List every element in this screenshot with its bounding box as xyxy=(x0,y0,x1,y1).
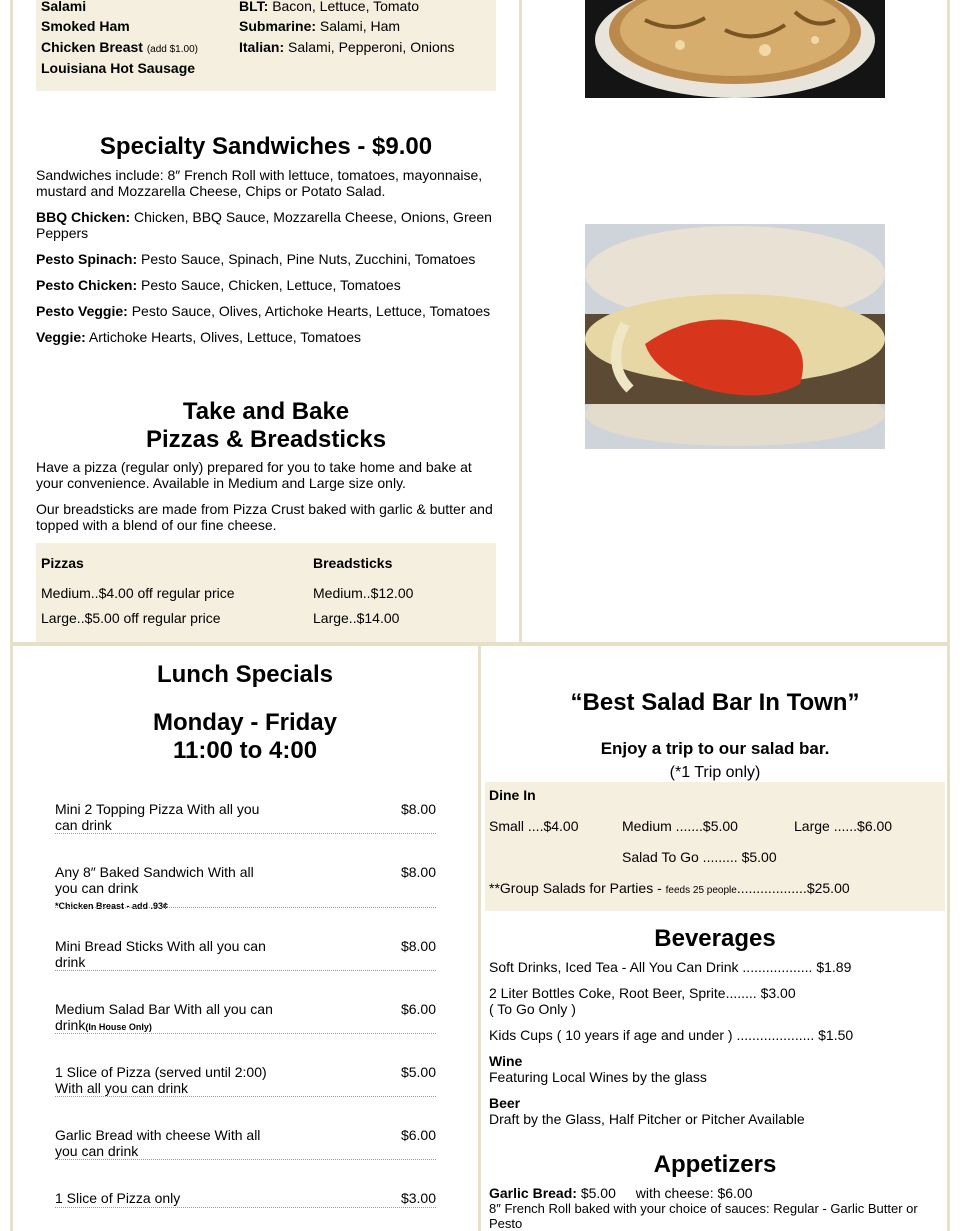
salad-subtitle: Enjoy a trip to our salad bar. xyxy=(600,739,830,758)
sandwich-submarine: Submarine: Salami, Ham xyxy=(239,18,401,34)
meats-box xyxy=(36,0,496,91)
salad-title: “Best Salad Bar In Town” xyxy=(570,689,860,716)
breadsticks-large: Large..$14.00 xyxy=(313,610,400,626)
sandwich-italian: Italian: Salami, Pepperoni, Onions xyxy=(239,39,455,55)
chicken-note: (add $1.00) xyxy=(146,44,198,55)
specialty-pesto-veggie: Pesto Veggie: Pesto Sauce, Olives, Artichoke Hearts, Lettuce, Tomatoes xyxy=(36,303,491,319)
column-divider-top xyxy=(519,0,522,643)
lunch-item: Medium Salad Bar With all you can drink(In House Only) $6.00 xyxy=(55,1001,436,1033)
bev-wine-title: Wine xyxy=(489,1053,523,1069)
appetizer-garlic-bread: Garlic Bread: $5.00 with cheese: $6.00 xyxy=(489,1185,753,1201)
salad-price-box xyxy=(485,782,945,911)
pizza-large: Large..$5.00 off regular price xyxy=(41,610,221,626)
sandwich-blt: BLT: Bacon, Lettuce, Tomato xyxy=(239,0,420,14)
salad-large: Large ......$6.00 xyxy=(794,818,893,834)
bev-beer-title: Beer xyxy=(489,1095,521,1111)
specialty-pesto-spinach: Pesto Spinach: Pesto Sauce, Spinach, Pine Nuts, Zucchini, Tomatoes xyxy=(36,251,476,267)
specialty-title: Specialty Sandwiches - $9.00 xyxy=(99,133,433,160)
meat-salami: Salami xyxy=(41,0,87,14)
specialty-veggie: Veggie: Artichoke Hearts, Olives, Lettuce, Tomatoes xyxy=(36,329,362,345)
salad-to-go: Salad To Go ......... $5.00 xyxy=(622,849,777,865)
column-divider-bottom xyxy=(478,646,481,1231)
meat-smoked-ham: Smoked Ham xyxy=(41,18,130,34)
bread-photo xyxy=(585,0,885,98)
take-bake-paragraph-1: Have a pizza (regular only) prepared for you to take home and bake at your convenience. Available in Medium and Large size only. xyxy=(36,459,472,491)
breadsticks-medium: Medium..$12.00 xyxy=(313,585,414,601)
bev-kids-cups: Kids Cups ( 10 years if age and under ) .................... $1.50 xyxy=(489,1027,854,1043)
lunch-item: Mini 2 Topping Pizza With all you can drink $8.00 xyxy=(55,801,436,833)
take-bake-paragraph-2: Our breadsticks are made from Pizza Crust baked with garlic & butter and topped with a blend of our fine cheese. xyxy=(36,501,493,533)
take-bake-title: Take and Bake Pizzas & Breadsticks xyxy=(145,398,387,453)
lunch-item: Garlic Bread with cheese With all you can drink $6.00 xyxy=(55,1127,436,1159)
bev-beer-desc: Draft by the Glass, Half Pitcher or Pitcher Available xyxy=(489,1111,805,1127)
bev-soft-drinks: Soft Drinks, Iced Tea - All You Can Drink .................. $1.89 xyxy=(489,959,852,975)
appetizer-garlic-desc: 8″ French Roll baked with your choice of sauces: Regular - Garlic Butter or Pesto xyxy=(489,1201,918,1231)
salad-small: Small ....$4.00 xyxy=(489,818,579,834)
pizzas-header: Pizzas xyxy=(41,555,84,571)
specialty-bbq-chicken: BBQ Chicken: Chicken, BBQ Sauce, Mozzarella Cheese, Onions, Green Peppers xyxy=(36,209,492,241)
lunch-item: 1 Slice of Pizza only $3.00 xyxy=(55,1190,436,1206)
group-salads: **Group Salads for Parties - feeds 25 people..................$25.00 xyxy=(489,880,850,896)
salad-note: (*1 Trip only) xyxy=(669,764,761,781)
breadsticks-header: Breadsticks xyxy=(313,555,393,571)
salad-medium: Medium .......$5.00 xyxy=(622,818,738,834)
lunch-item: Mini Bread Sticks With all you can drink $8.00 xyxy=(55,938,436,970)
beverages-title: Beverages xyxy=(654,925,776,952)
specialty-intro: Sandwiches include: 8″ French Roll with lettuce, tomatoes, mayonnaise, mustard and Mozzarella Cheese, Chips or Potato Salad. xyxy=(36,167,483,199)
lunch-item: Any 8″ Baked Sandwich With all you can drink *Chicken Breast - add .93¢ $8.00 xyxy=(55,864,436,911)
specialty-pesto-chicken: Pesto Chicken: Pesto Sauce, Chicken, Lettuce, Tomatoes xyxy=(36,277,401,293)
meat-hot-sausage: Louisiana Hot Sausage xyxy=(41,60,196,76)
bev-2-liter-note: ( To Go Only ) xyxy=(489,1001,576,1017)
lunch-item: 1 Slice of Pizza (served until 2:00) With all you can drink $5.00 xyxy=(55,1064,436,1096)
appetizers-title: Appetizers xyxy=(653,1151,777,1178)
dine-in-label: Dine In xyxy=(489,787,536,803)
meat-chicken-breast: Chicken Breast (add $1.00) xyxy=(41,39,198,55)
pizza-medium: Medium..$4.00 off regular price xyxy=(41,585,235,601)
lunch-title: Lunch Specials xyxy=(156,661,334,688)
bev-wine-desc: Featuring Local Wines by the glass xyxy=(489,1069,707,1085)
bev-2-liter: 2 Liter Bottles Coke, Root Beer, Sprite........ $3.00 xyxy=(489,985,796,1001)
lunch-hours: Monday - Friday 11:00 to 4:00 xyxy=(152,709,338,764)
take-bake-table xyxy=(36,543,496,642)
sandwich-photo xyxy=(585,224,885,449)
